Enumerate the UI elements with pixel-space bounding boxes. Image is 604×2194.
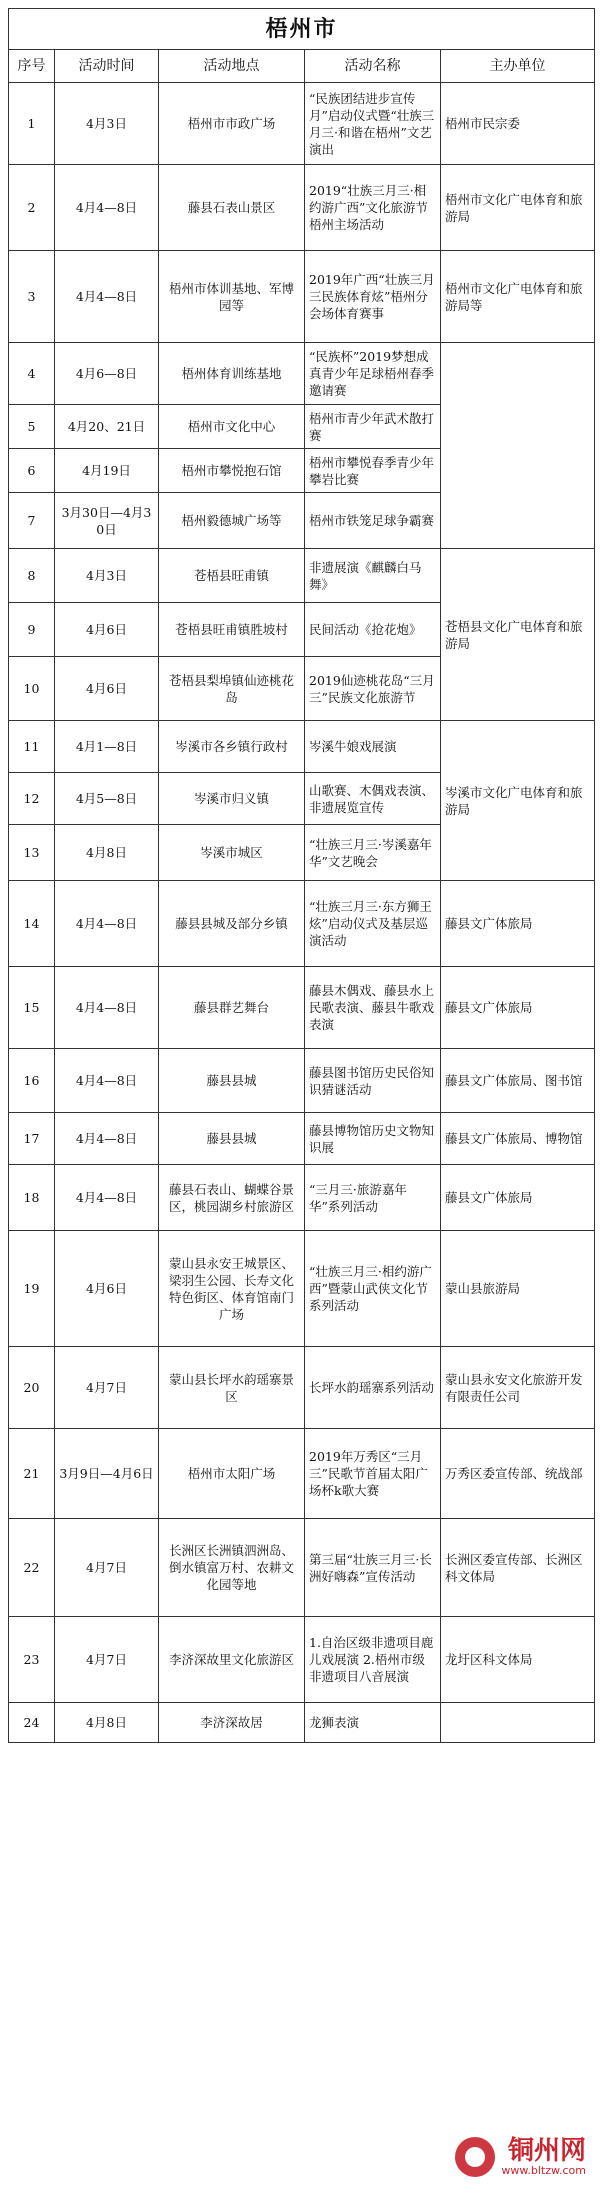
cell-time: 4月8日	[55, 1703, 159, 1743]
cell-place: 苍梧县梨埠镇仙迹桃花岛	[159, 657, 305, 721]
cell-activity-name: 非遗展演《麒麟白马舞》	[305, 549, 441, 603]
cell-organizer: 梧州市民宗委	[441, 83, 595, 165]
table-row	[9, 1703, 595, 1743]
cell-place: 李济深故居	[159, 1703, 305, 1743]
cell-no: 7	[9, 493, 55, 549]
cell-place: 藤县群艺舞台	[159, 967, 305, 1049]
cell-no: 1	[9, 83, 55, 165]
table-row	[9, 343, 595, 405]
cell-organizer: 苍梧县文化广电体育和旅游局	[441, 549, 595, 721]
table-row	[9, 1347, 595, 1429]
cell-no: 21	[9, 1429, 55, 1519]
cell-organizer	[441, 343, 595, 549]
cell-time: 4月4—8日	[55, 1113, 159, 1165]
cell-time: 4月19日	[55, 449, 159, 493]
cell-place: 岑溪市归义镇	[159, 773, 305, 825]
table-row	[9, 881, 595, 967]
activity-table	[8, 8, 595, 1743]
cell-no: 6	[9, 449, 55, 493]
cell-organizer: 藤县文广体旅局	[441, 967, 595, 1049]
cell-no: 14	[9, 881, 55, 967]
cell-organizer: 万秀区委宣传部、统战部	[441, 1429, 595, 1519]
table-row	[9, 1049, 595, 1113]
cell-activity-name: 2019“壮族三月三·相约游广西”文化旅游节梧州主场活动	[305, 165, 441, 251]
cell-activity-name: “壮族三月三·相约游广西”暨蒙山武侠文化节系列活动	[305, 1231, 441, 1347]
cell-activity-name: “壮族三月三·岑溪嘉年华”文艺晚会	[305, 825, 441, 881]
cell-no: 17	[9, 1113, 55, 1165]
cell-organizer: 梧州市文化广电体育和旅游局	[441, 165, 595, 251]
cell-organizer: 蒙山县永安文化旅游开发有限责任公司	[441, 1347, 595, 1429]
cell-time: 4月6日	[55, 657, 159, 721]
cell-organizer: 长洲区委宣传部、长洲区科文体局	[441, 1519, 595, 1617]
table-row	[9, 165, 595, 251]
table-row	[9, 967, 595, 1049]
cell-activity-name: 2019年万秀区“三月三”民歌节首届太阳广场杯k歌大赛	[305, 1429, 441, 1519]
cell-no: 5	[9, 405, 55, 449]
cell-organizer	[441, 1703, 595, 1743]
cell-place: 岑溪市城区	[159, 825, 305, 881]
cell-organizer: 藤县文广体旅局	[441, 881, 595, 967]
cell-activity-name: “三月三·旅游嘉年华”系列活动	[305, 1165, 441, 1231]
cell-time: 4月4—8日	[55, 165, 159, 251]
cell-place: 藤县石表山、蝴蝶谷景区，桃园湖乡村旅游区	[159, 1165, 305, 1231]
table-row	[9, 549, 595, 603]
header-place: 活动地点	[159, 50, 305, 83]
cell-time: 4月6—8日	[55, 343, 159, 405]
cell-no: 11	[9, 721, 55, 773]
cell-time: 4月5—8日	[55, 773, 159, 825]
cell-activity-name: “壮族三月三·东方狮王炫”启动仪式及基层巡演活动	[305, 881, 441, 967]
cell-activity-name: 藤县图书馆历史民俗知识猜谜活动	[305, 1049, 441, 1113]
cell-no: 9	[9, 603, 55, 657]
cell-time: 4月7日	[55, 1347, 159, 1429]
table-title: 梧州市	[9, 9, 595, 50]
cell-time: 4月4—8日	[55, 881, 159, 967]
cell-place: 梧州市体训基地、军博园等	[159, 251, 305, 343]
cell-place: 藤县县城	[159, 1113, 305, 1165]
cell-time: 4月3日	[55, 549, 159, 603]
cell-no: 2	[9, 165, 55, 251]
cell-no: 12	[9, 773, 55, 825]
cell-no: 10	[9, 657, 55, 721]
activity-table-sheet	[8, 8, 594, 1743]
cell-place: 梧州市攀悦抱石馆	[159, 449, 305, 493]
table-row	[9, 1113, 595, 1165]
cell-time: 4月8日	[55, 825, 159, 881]
table-row	[9, 1165, 595, 1231]
table-row	[9, 251, 595, 343]
cell-activity-name: 藤县木偶戏、藤县水上民歌表演、藤县牛歌戏表演	[305, 967, 441, 1049]
cell-organizer: 岑溪市文化广电体育和旅游局	[441, 721, 595, 881]
cell-no: 13	[9, 825, 55, 881]
cell-time: 4月4—8日	[55, 1165, 159, 1231]
header-name: 活动名称	[305, 50, 441, 83]
cell-place: 苍梧县旺甫镇胜坡村	[159, 603, 305, 657]
cell-no: 20	[9, 1347, 55, 1429]
cell-activity-name: “民族团结进步宣传月”启动仪式暨“壮族三月三·和谐在梧州”文艺演出	[305, 83, 441, 165]
cell-organizer: 蒙山县旅游局	[441, 1231, 595, 1347]
watermark-logo-icon	[455, 2137, 495, 2177]
cell-no: 19	[9, 1231, 55, 1347]
table-row	[9, 83, 595, 165]
cell-organizer: 龙圩区科文体局	[441, 1617, 595, 1703]
header-row	[9, 50, 595, 83]
cell-no: 22	[9, 1519, 55, 1617]
cell-no: 8	[9, 549, 55, 603]
watermark-url: www.bltzw.com	[501, 2164, 586, 2177]
cell-place: 梧州市太阳广场	[159, 1429, 305, 1519]
cell-activity-name: 山歌赛、木偶戏表演、非遗展览宣传	[305, 773, 441, 825]
cell-activity-name: “民族杯”2019梦想成真青少年足球梧州春季邀请赛	[305, 343, 441, 405]
cell-organizer: 藤县文广体旅局	[441, 1165, 595, 1231]
table-row	[9, 721, 595, 773]
cell-time: 4月7日	[55, 1519, 159, 1617]
cell-activity-name: 梧州市铁笼足球争霸赛	[305, 493, 441, 549]
cell-no: 3	[9, 251, 55, 343]
cell-activity-name: 梧州市攀悦春季青少年攀岩比赛	[305, 449, 441, 493]
cell-no: 15	[9, 967, 55, 1049]
cell-activity-name: 梧州市青少年武术散打赛	[305, 405, 441, 449]
watermark-name: 铜州网	[507, 2136, 586, 2166]
cell-place: 藤县县城	[159, 1049, 305, 1113]
cell-time: 4月4—8日	[55, 251, 159, 343]
cell-no: 23	[9, 1617, 55, 1703]
cell-activity-name: 1.自治区级非遗项目鹿儿戏展演 2.梧州市级非遗项目八音展演	[305, 1617, 441, 1703]
cell-no: 24	[9, 1703, 55, 1743]
cell-place: 藤县石表山景区	[159, 165, 305, 251]
cell-place: 长洲区长洲镇泗洲岛、倒水镇富万村、农耕文化园等地	[159, 1519, 305, 1617]
table-row	[9, 1231, 595, 1347]
cell-place: 梧州毅德城广场等	[159, 493, 305, 549]
cell-time: 4月4—8日	[55, 967, 159, 1049]
cell-activity-name: 龙狮表演	[305, 1703, 441, 1743]
cell-no: 18	[9, 1165, 55, 1231]
header-no: 序号	[9, 50, 55, 83]
cell-organizer: 藤县文广体旅局、图书馆	[441, 1049, 595, 1113]
cell-activity-name: 2019年广西“壮族三月三民族体育炫”梧州分会场体育赛事	[305, 251, 441, 343]
cell-no: 4	[9, 343, 55, 405]
cell-time: 4月4—8日	[55, 1049, 159, 1113]
cell-time: 4月7日	[55, 1617, 159, 1703]
cell-place: 梧州市市政广场	[159, 83, 305, 165]
cell-time: 4月6日	[55, 603, 159, 657]
header-time: 活动时间	[55, 50, 159, 83]
cell-activity-name: 藤县博物馆历史文物知识展	[305, 1113, 441, 1165]
cell-place: 苍梧县旺甫镇	[159, 549, 305, 603]
table-row	[9, 1429, 595, 1519]
cell-place: 藤县县城及部分乡镇	[159, 881, 305, 967]
table-row	[9, 1519, 595, 1617]
cell-place: 梧州市文化中心	[159, 405, 305, 449]
cell-activity-name: 长坪水韵瑶寨系列活动	[305, 1347, 441, 1429]
cell-activity-name: 第三届“壮族三月三·长洲好嗨森”宣传活动	[305, 1519, 441, 1617]
site-watermark	[366, 2134, 586, 2180]
cell-place: 蒙山县永安王城景区、梁羽生公园、长寿文化特色街区、体育馆南门广场	[159, 1231, 305, 1347]
cell-organizer: 梧州市文化广电体育和旅游局等	[441, 251, 595, 343]
cell-activity-name: 2019仙迹桃花岛“三月三”民族文化旅游节	[305, 657, 441, 721]
cell-time: 4月20、21日	[55, 405, 159, 449]
cell-time: 4月1—8日	[55, 721, 159, 773]
cell-organizer: 藤县文广体旅局、博物馆	[441, 1113, 595, 1165]
cell-activity-name: 岑溪牛娘戏展演	[305, 721, 441, 773]
header-org: 主办单位	[441, 50, 595, 83]
cell-activity-name: 民间活动《抢花炮》	[305, 603, 441, 657]
cell-time: 3月30日—4月30日	[55, 493, 159, 549]
table-body	[9, 83, 595, 1743]
table-row	[9, 1617, 595, 1703]
cell-place: 梧州体育训练基地	[159, 343, 305, 405]
cell-place: 岑溪市各乡镇行政村	[159, 721, 305, 773]
cell-place: 蒙山县长坪水韵瑶寨景区	[159, 1347, 305, 1429]
cell-no: 16	[9, 1049, 55, 1113]
cell-time: 4月6日	[55, 1231, 159, 1347]
cell-time: 3月9日—4月6日	[55, 1429, 159, 1519]
cell-place: 李济深故里文化旅游区	[159, 1617, 305, 1703]
watermark-text	[501, 2137, 586, 2177]
cell-time: 4月3日	[55, 83, 159, 165]
